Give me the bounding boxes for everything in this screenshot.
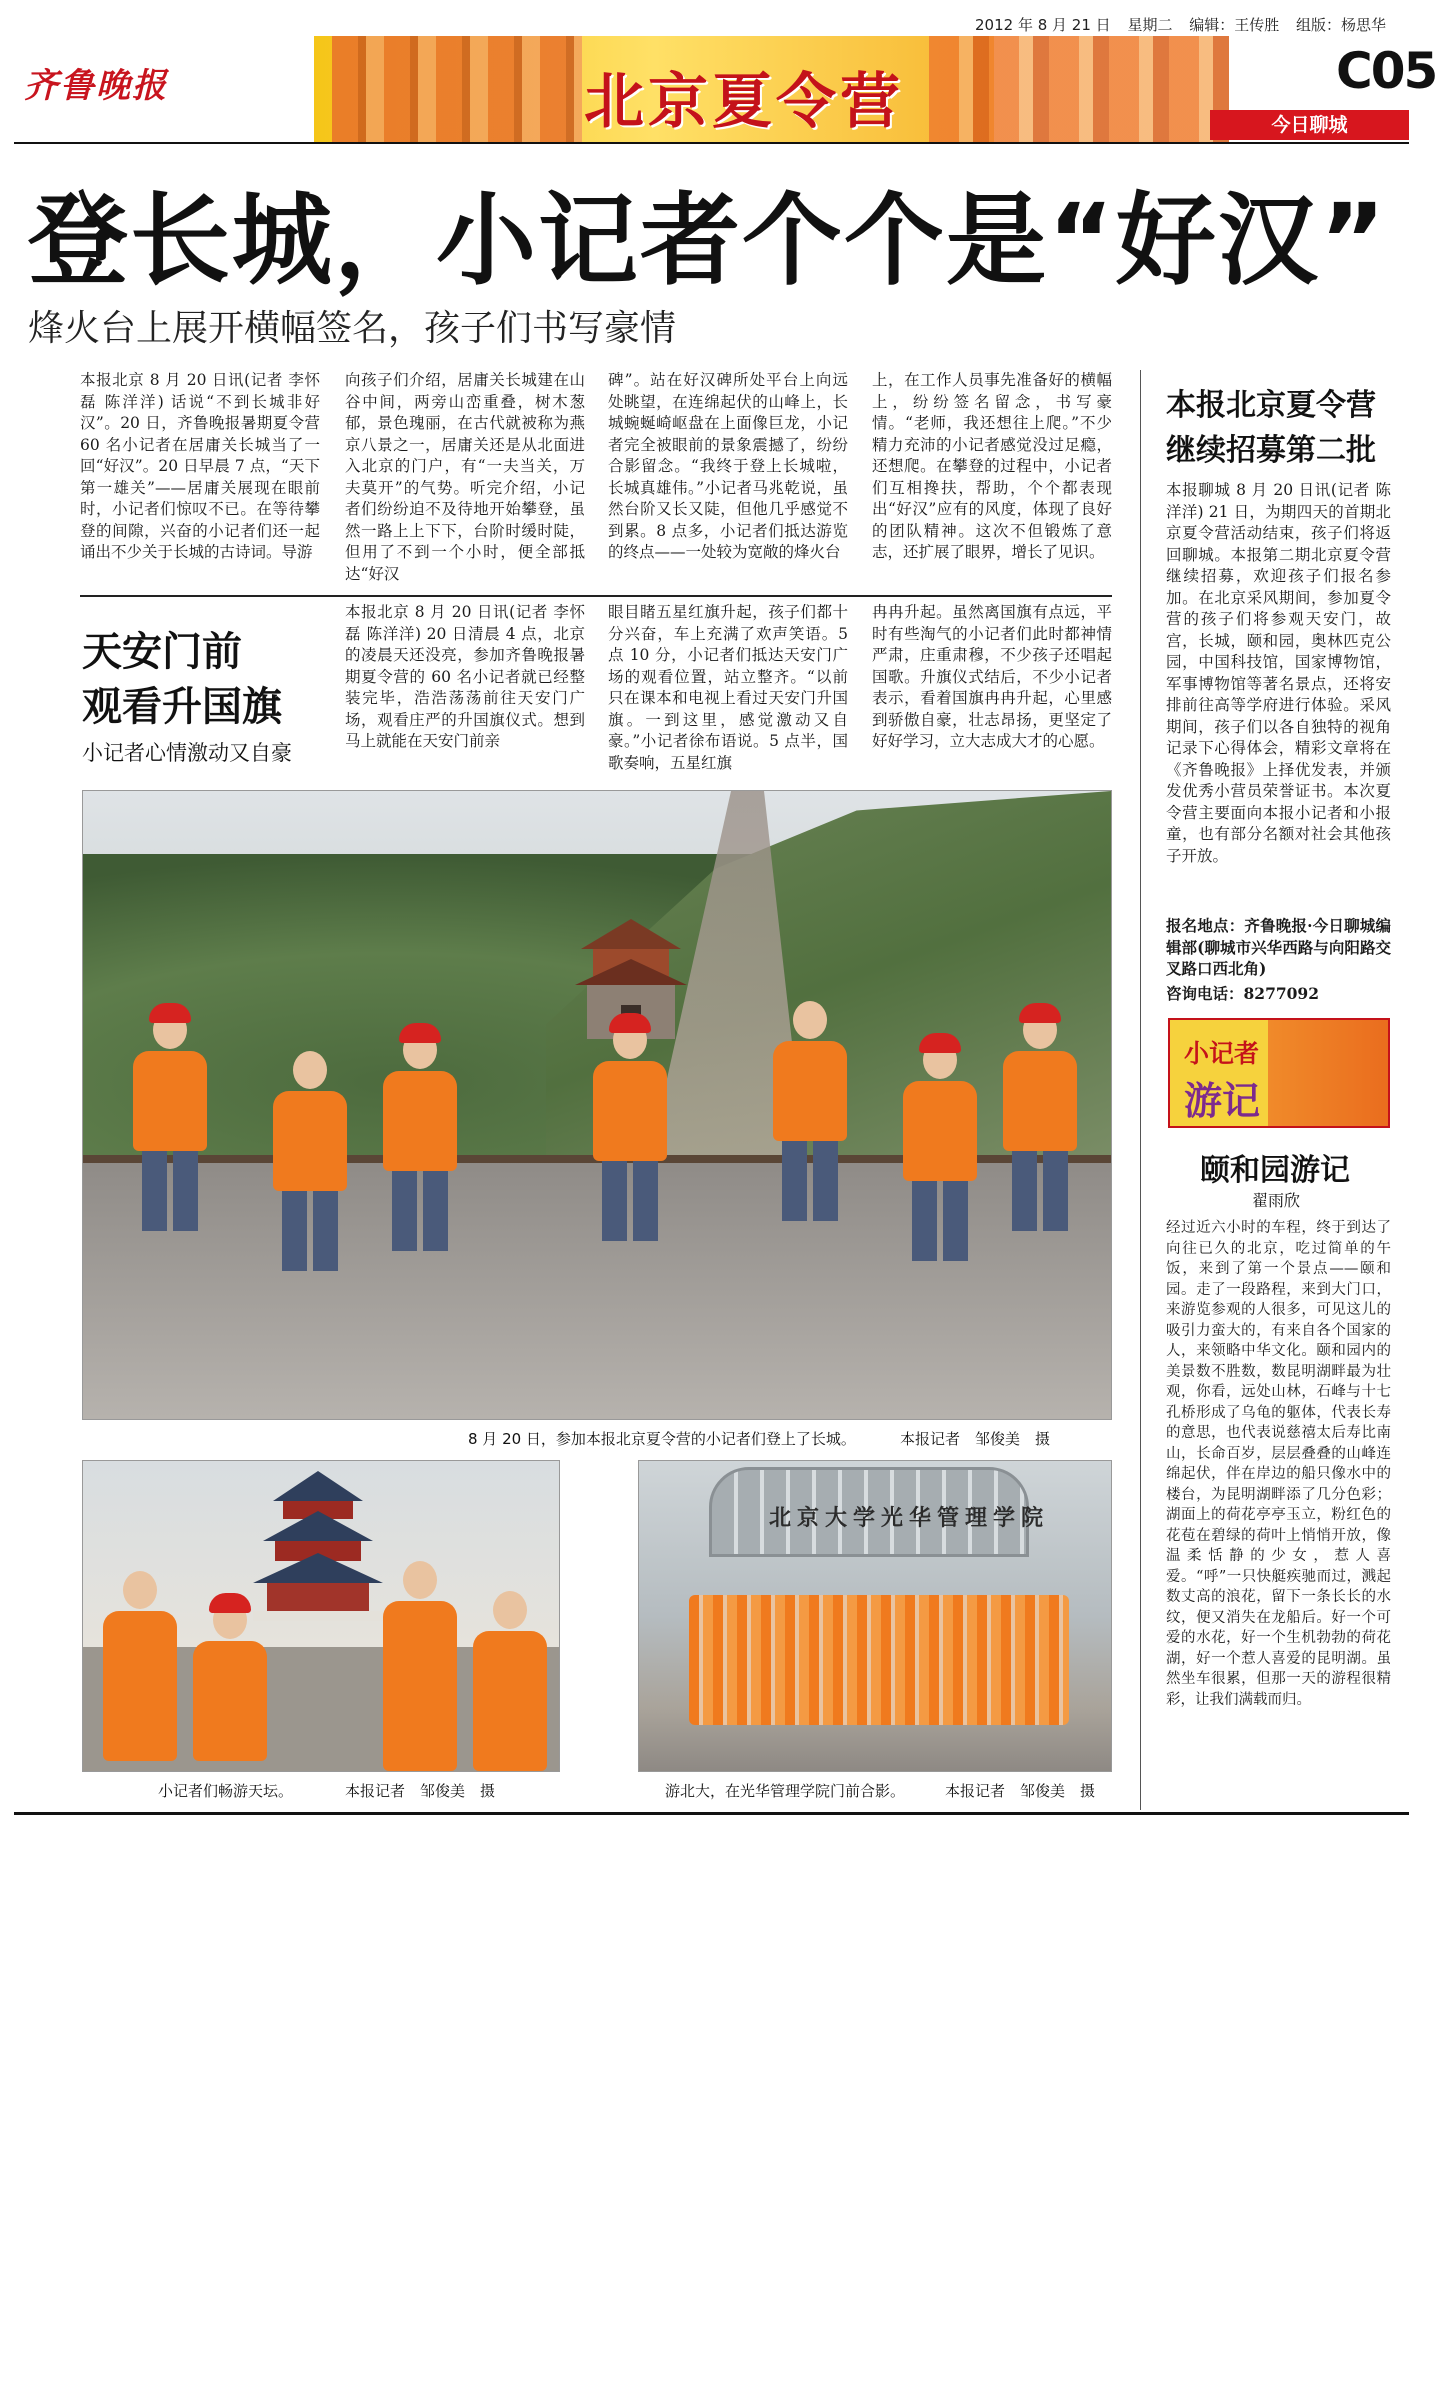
child-figure bbox=[273, 1051, 347, 1271]
tiantan-photo bbox=[82, 1460, 560, 1772]
main-article-col-3: 碑”。站在好汉碑所处平台上向远处眺望，在连绵起伏的山峰上，长城蜿蜒崎岖盘在上面像巨龙，小记者完全被眼前的景象震撼了，纷纷合影留念。“我终于登上长城啦，长城真雄伟。”小记者马兆乾说，虽然台阶又长又陡，但他几乎感觉不到累。8 点多，小记者们抵达游览的终点——一处较为宽敞的烽火台 bbox=[608, 371, 848, 561]
child-figure bbox=[193, 1601, 267, 1761]
temple-of-heaven-shape bbox=[253, 1471, 383, 1621]
issue-weekday: 星期二 bbox=[1127, 16, 1173, 34]
badge-small-text: 小记者 bbox=[1184, 1039, 1260, 1068]
editor-credit: 编辑：王传胜 bbox=[1189, 16, 1280, 34]
tiananmen-title-2: 观看升国旗 bbox=[82, 684, 282, 730]
recruit-body: 本报聊城 8 月 20 日讯(记者 陈洋洋) 21 日，为期四天的首期北京夏令营活动结束，孩子们将返回聊城。本报第二期北京夏令营继续招募，欢迎孩子们报名参加。在北京采风期间，参加夏令营的孩子们将参观天安门，故宫，长城，颐和园，奥林匹克公园，中国科技馆，国家博物馆，军事博物馆等著名景点，还将安排前往高等学府进行体验。采风期间，孩子们以各自独特的视角记录下心得体会，精彩文章将在《齐鲁晚报》上择优发表，并颁发优秀小营员荣誉证书。本次夏令营主要面向本报小记者和小报童，也有部分名额对社会其他孩子开放。 bbox=[1166, 481, 1391, 865]
pku-credit: 本报记者 邹俊美 摄 bbox=[945, 1782, 1096, 1800]
column-divider bbox=[1140, 370, 1141, 1810]
child-figure bbox=[903, 1041, 977, 1261]
great-wall-caption: 8 月 20 日，参加本报北京夏令营的小记者们登上了长城。 bbox=[468, 1430, 856, 1448]
paper-logo: 齐鲁晚报 bbox=[24, 66, 168, 106]
tiananmen-col-1: 本报北京 8 月 20 日讯(记者 李怀磊 陈洋洋) 20 日清晨 4 点，北京的凌晨天还没亮，参加齐鲁晚报暑期夏令营的 60 名小记者就已经整装完毕，浩浩荡荡前往天安门广场，观看庄严的升国旗仪式。想到马上就能在天安门前亲 bbox=[345, 603, 585, 750]
main-headline: 登长城，小记者个个是“好汉” bbox=[28, 182, 1388, 299]
tiantan-caption: 小记者们畅游天坛。 bbox=[158, 1782, 294, 1800]
building-sign: 北京大学光华管理学院 bbox=[769, 1505, 1050, 1531]
tiananmen-col-2: 眼目睹五星红旗升起，孩子们都十分兴奋，车上充满了欢声笑语。5 点 10 分，小记者们抵达天安门广场的观看位置，站立整齐。“以前只在课本和电视上看过天安门升国旗。一到这里，感觉激动又自豪。”小记者徐布语说。5 点半，国歌奏响，五星红旗 bbox=[608, 603, 848, 772]
child-figure bbox=[473, 1591, 547, 1771]
main-article-col-2: 向孩子们介绍，居庸关长城建在山谷中间，两旁山峦重叠，树木葱郁，景色瑰丽，在古代就被称为燕京八景之一，居庸关还是从北面进入北京的门户，有“一夫当关，万夫莫开”的气势。听完介绍，小记者们纷纷迫不及待地开始攀登，虽然一路上上下下，台阶时缓时陡，但用了不到一个小时，便全部抵达“好汉 bbox=[345, 371, 585, 583]
pku-caption: 游北大，在光华管理学院门前合影。 bbox=[665, 1782, 906, 1800]
travel-author: 翟雨欣 bbox=[1252, 1191, 1301, 1210]
section-tag: 今日聊城 bbox=[1210, 110, 1409, 140]
header-rule bbox=[14, 142, 1409, 144]
child-figure bbox=[1003, 1011, 1077, 1231]
child-figure bbox=[133, 1011, 207, 1231]
page-banner bbox=[14, 36, 1436, 142]
layout-credit: 组版：杨思华 bbox=[1296, 16, 1387, 34]
tiantan-credit: 本报记者 邹俊美 摄 bbox=[345, 1782, 496, 1800]
child-figure bbox=[773, 1001, 847, 1221]
recruit-title-1: 本报北京夏令营 bbox=[1166, 388, 1376, 423]
child-figure bbox=[383, 1561, 457, 1771]
recruit-address: 报名地点：齐鲁晚报·今日聊城编辑部(聊城市兴华西路与向阳路交叉路口西北角) bbox=[1166, 916, 1391, 978]
travel-body: 经过近六小时的车程，终于到达了向往已久的北京，吃过简单的午饭，来到了第一个景点——颐和园。走了一段路程，来到大门口，来游览参观的人很多，可见这儿的吸引力蛮大的，有来自各个国家的人，来领略中华文化。颐和园内的美景数不胜数，数昆明湖畔最为壮观，你看，远处山林，石峰与十七孔桥形成了乌龟的躯体，代表长寿的意思，也代表说慈禧太后寿比南山，长命百岁，层层叠叠的山峰连绵起伏，伴在岸边的船只像水中的楼台，为昆明湖畔添了几分色彩；湖面上的荷花亭亭玉立，粉红色的花苞在碧绿的荷叶上悄悄开放，像温柔恬静的少女，惹人喜爱。“呼”一只快艇疾驰而过，溅起数丈高的浪花，留下一条长长的水纹，便又消失在龙船后。好一个可爱的水花，好一个生机勃勃的荷花湖，好一个惹人喜爱的昆明湖。虽然坐车很累，但那一天的游程很精彩，让我们满载而归。 bbox=[1166, 1220, 1391, 1708]
main-article-divider bbox=[80, 595, 1112, 597]
banner-title: 北京夏令营 bbox=[584, 67, 904, 137]
child-figure bbox=[103, 1571, 177, 1761]
child-figure bbox=[383, 1031, 457, 1251]
group-of-children bbox=[689, 1595, 1069, 1725]
recruit-phone: 咨询电话：8277092 bbox=[1166, 984, 1319, 1003]
main-subheadline: 烽火台上展开横幅签名，孩子们书写豪情 bbox=[28, 308, 677, 349]
banner-photo-right bbox=[929, 36, 1229, 142]
tiananmen-title-1: 天安门前 bbox=[82, 629, 242, 675]
travel-title: 颐和园游记 bbox=[1200, 1153, 1350, 1188]
page-number: C05 bbox=[1336, 42, 1436, 100]
tiananmen-subtitle: 小记者心情激动又自豪 bbox=[82, 741, 292, 765]
tiananmen-col-3: 冉冉升起。虽然离国旗有点远，平时有些淘气的小记者们此时都神情严肃，庄重肃穆，不少孩子还唱起国歌。升旗仪式结后，不少小记者表示，看着国旗冉冉升起，心里感到骄傲自豪，壮志昂扬，更坚定了好好学习，立大志成大才的心愿。 bbox=[872, 603, 1112, 750]
issue-date: 2012 年 8 月 21 日 bbox=[975, 16, 1111, 34]
great-wall-photo bbox=[82, 790, 1112, 1420]
page-bottom-rule bbox=[14, 1812, 1409, 1815]
header-meta bbox=[975, 14, 1405, 35]
great-wall-credit: 本报记者 邹俊美 摄 bbox=[900, 1430, 1051, 1448]
child-figure bbox=[593, 1021, 667, 1241]
recruit-title-2: 继续招募第二批 bbox=[1166, 433, 1376, 468]
badge-big-text: 游记 bbox=[1184, 1079, 1261, 1123]
pku-photo bbox=[638, 1460, 1112, 1772]
main-article-col-4: 上，在工作人员事先准备好的横幅上，纷纷签名留念，书写豪情。“老师，我还想往上爬。”不少精力充沛的小记者感觉没过足瘾，还想爬。在攀登的过程中，小记者们互相搀扶，帮助，个个都表现出“好汉”应有的风度，体现了良好的团队精神。这次不但锻炼了意志，还扩展了眼界，增长了见识。 bbox=[872, 371, 1112, 561]
travel-column-badge bbox=[1168, 1018, 1390, 1128]
banner-photo-left bbox=[332, 36, 582, 142]
main-article-col-1: 本报北京 8 月 20 日讯(记者 李怀磊 陈洋洋) 话说“不到长城非好汉”。20 日，齐鲁晚报暑期夏令营 60 名小记者在居庸关长城当了一回“好汉”。20 日早晨 7 点，“天下第一雄关”——居庸关展现在眼前时，小记者们惊叹不已。在等待攀登的间隙，兴奋的小记者们还一起诵出不少关于长城的古诗词。导游 bbox=[80, 371, 320, 561]
